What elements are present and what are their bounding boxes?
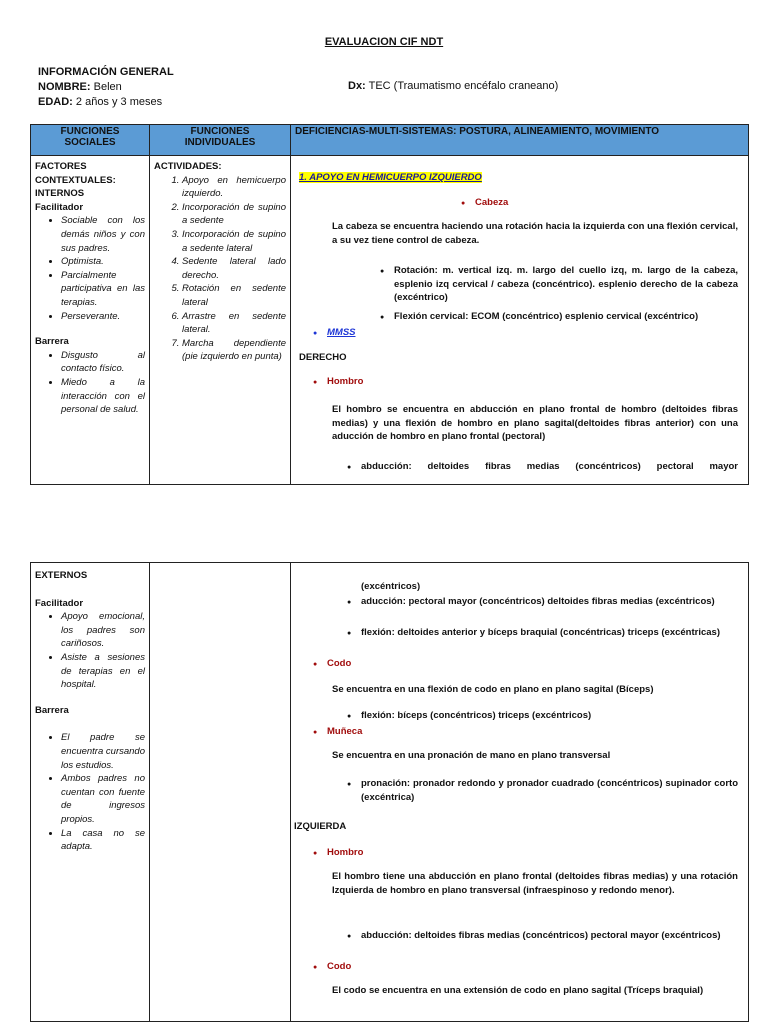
section-heading: 1. APOYO EN HEMICUERPO IZQUIERDO	[299, 172, 482, 183]
list-item: 2. Incorporación de supino a sedente	[182, 201, 286, 228]
list-item: • Disgusto al contacto físico.	[61, 349, 145, 376]
deficiencias-cell-page2	[291, 563, 748, 1015]
abduccion-continuation: (excéntricos)	[361, 581, 421, 592]
codo-heading: ● Codo	[327, 657, 351, 671]
individual-cell-empty	[150, 563, 290, 1015]
externos-heading: EXTERNOS	[35, 570, 88, 581]
int-facilitador-list	[35, 214, 145, 323]
age-row	[38, 95, 174, 110]
aduccion-item: ● aducción: pectoral mayor (concéntricos) deltoides fibras medias (excéntricos)	[361, 595, 738, 609]
hombro-izq-text: El hombro tiene una abducción en plano frontal (deltoides fibras medias) y una rotación Izquierda de hombro en plano transversal (infraespinoso y redondo menor).	[332, 871, 738, 896]
internos-heading: INTERNOS	[35, 188, 85, 200]
int-facilitador-heading: Facilitador	[35, 201, 84, 213]
list-item: • La casa no se adapta.	[61, 827, 145, 854]
hombro-izq-heading: ● Hombro	[327, 846, 363, 860]
activities-heading: ACTIVIDADES:	[154, 161, 222, 172]
diagnosis-row	[348, 80, 558, 92]
cabeza-heading: ● Cabeza	[475, 196, 508, 210]
social-cell-internos	[31, 156, 149, 484]
int-barrera-heading: Barrera	[35, 336, 69, 348]
list-item: • El padre se encuentra cursando los estudios.	[61, 731, 145, 772]
age-value: 2 años y 3 meses	[75, 96, 163, 108]
header-social: FUNCIONES SOCIALES	[31, 125, 150, 156]
document-title: EVALUACION CIF NDT	[324, 36, 444, 48]
list-item: 4. Sedente lateral lado derecho.	[182, 255, 286, 282]
name-label: NOMBRE:	[38, 81, 91, 93]
cabeza-text: La cabeza se encuentra haciendo una rotación hacia la izquierda con una flexión cervical, a su vez tiene control de cabeza.	[332, 221, 738, 246]
list-item: • Ambos padres no cuentan con fuente de ingresos propios.	[61, 772, 145, 826]
list-item: 3. Incorporación de supino a sedente lateral	[182, 228, 286, 255]
list-item: • Sociable con los demás niños y con sus padres.	[61, 214, 145, 255]
deficiencias-cell-page1	[291, 156, 748, 480]
flexion-codo-item: ● flexión: bíceps (concéntricos) triceps (excéntricos)	[361, 709, 738, 723]
header-deficiencias: DEFICIENCIAS-MULTI-SISTEMAS: POSTURA, ALINEAMIENTO, MOVIMIENTO	[291, 125, 749, 156]
codo-izq-heading: ● Codo	[327, 960, 351, 974]
list-item: 1. Apoyo en hemicuerpo izquierdo.	[182, 174, 286, 201]
ext-facilitador-heading: Facilitador	[35, 597, 84, 609]
name-value: Belen	[93, 81, 122, 93]
mmss-heading: ● MMSS	[327, 326, 356, 340]
list-item: • Perseverante.	[61, 310, 145, 324]
info-heading: INFORMACIÓN GENERAL	[38, 66, 174, 78]
int-barrera-list	[35, 349, 145, 417]
codo-text: Se encuentra en una flexión de codo en plano en plano sagital (Bíceps)	[332, 684, 654, 695]
factores-heading: FACTORES CONTEXTUALES:	[35, 161, 116, 186]
muneca-text: Se encuentra en una pronación de mano en plano transversal	[332, 750, 611, 761]
list-item: • Asiste a sesiones de terapias en el hospital.	[61, 651, 145, 692]
age-label: EDAD:	[38, 96, 73, 108]
header-individual: FUNCIONES INDIVIDUALES	[150, 125, 291, 156]
list-item: • Optimista.	[61, 255, 145, 269]
flexion-cervical-item: ● Flexión cervical: ECOM (concéntrico) esplenio cervical (excéntrico)	[394, 310, 738, 324]
ext-barrera-heading: Barrera	[35, 704, 69, 716]
abduccion-item: ● abducción: deltoides fibras medias (concéntricos) pectoral mayor	[361, 460, 738, 474]
izquierda-heading: IZQUIERDA	[294, 821, 347, 832]
list-item: 5. Rotación en sedente lateral	[182, 282, 286, 309]
rotacion-item: ● Rotación: m. vertical izq. m. largo del cuello izq, m. largo de la cabeza, esplenio izq cervical / cabeza (concéntrico). esplenio derecho de la cabeza (excéntrico)	[394, 264, 738, 305]
hombro-text: El hombro se encuentra en abducción en plano frontal de hombro (deltoides fibras medias) y una flexión de hombro en plano sagital(deltoides fibras anterior) con una aducción de hombro en plano frontal (pectoral)	[332, 404, 738, 443]
list-item: 6. Arrastre en sedente lateral.	[182, 310, 286, 337]
hombro-heading: ● Hombro	[327, 375, 363, 389]
diagnosis-value: TEC (Traumatismo encéfalo craneano)	[368, 80, 559, 92]
general-info	[38, 65, 174, 110]
derecho-heading: DERECHO	[299, 352, 347, 363]
evaluation-table-page1	[30, 124, 749, 485]
flexion-hombro-item: ● flexión: deltoides anterior y bíceps braquial (concéntricas) triceps (excéntricas)	[361, 626, 738, 640]
list-item: • Miedo a la interacción con el personal de salud.	[61, 376, 145, 417]
activities-list	[154, 174, 286, 364]
list-item: • Parcialmente participativa en las terapias.	[61, 269, 145, 310]
ext-facilitador-list	[35, 610, 145, 692]
abduccion-izq-item: ● abducción: deltoides fibras medias (concéntricos) pectoral mayor (excéntricos)	[361, 929, 738, 943]
list-item: • Apoyo emocional, los padres son cariñosos.	[61, 610, 145, 651]
diagnosis-label: Dx:	[348, 80, 366, 92]
ext-barrera-list	[35, 731, 145, 853]
name-row	[38, 80, 174, 95]
list-item: 7. Marcha dependiente (pie izquierdo en punta)	[182, 337, 286, 364]
social-cell-externos	[31, 563, 149, 1021]
individual-cell	[150, 156, 290, 484]
muneca-heading: ● Muñeca	[327, 725, 362, 739]
codo-izq-text: El codo se encuentra en una extensión de codo en plano sagital (Tríceps braquial)	[332, 985, 704, 996]
pronacion-item: ● pronación: pronador redondo y pronador cuadrado (concéntricos) supinador corto (excéntrica)	[361, 777, 738, 804]
evaluation-table-page2	[30, 562, 749, 1022]
